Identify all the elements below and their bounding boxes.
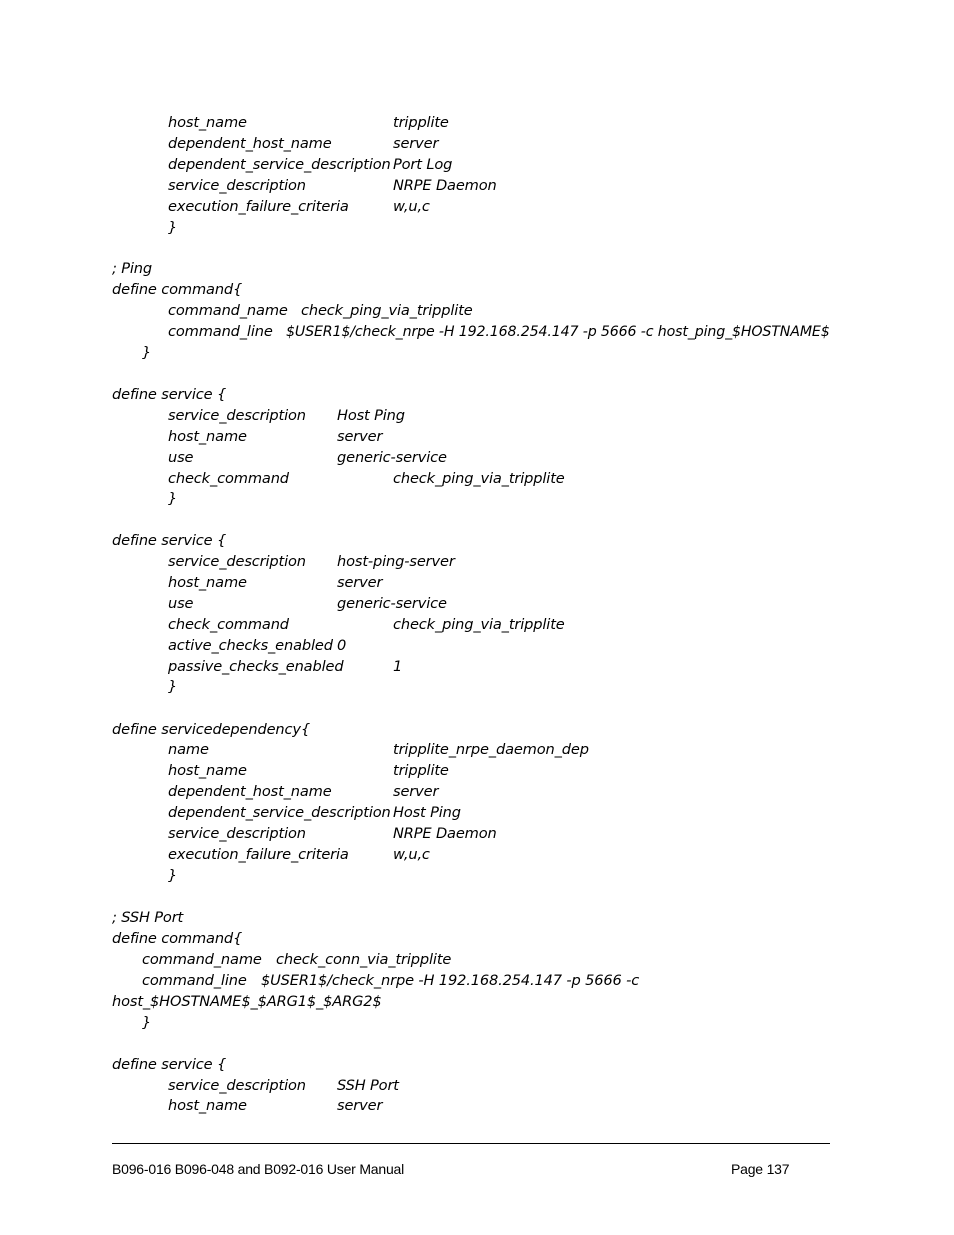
config-key: execution_failure_criteria — [168, 198, 349, 215]
config-key: host_name — [168, 428, 247, 445]
config-key: service_description — [168, 407, 306, 424]
config-value: $USER1$/check_nrpe -H 192.168.254.147 -p 5666 -c host_ping_$HOSTNAME$ — [286, 324, 830, 340]
config-value: Host Ping — [393, 804, 461, 821]
config-value: NRPE Daemon — [393, 177, 497, 194]
config-key: host_name — [168, 574, 247, 591]
section-comment: ; SSH Port — [112, 909, 184, 926]
config-value: check_conn_via_tripplite — [276, 951, 452, 968]
config-key: service_description — [168, 177, 306, 194]
config-value: w,u,c — [393, 198, 430, 215]
config-value: 0 — [337, 637, 347, 654]
config-value: host-ping-server — [337, 553, 455, 570]
config-value: tripplite_nrpe_daemon_dep — [393, 741, 589, 758]
footer-page-number: Page 137 — [731, 1161, 790, 1177]
config-key: use — [168, 449, 194, 466]
config-value: generic-service — [337, 595, 447, 612]
define-statement: define service { — [112, 532, 227, 549]
closing-brace: } — [168, 678, 178, 695]
closing-brace: } — [168, 867, 178, 884]
config-key: active_checks_enabled — [168, 637, 333, 654]
config-key: service_description — [168, 553, 306, 570]
config-key: dependent_service_description — [168, 156, 391, 173]
config-value: check_ping_via_tripplite — [301, 302, 473, 319]
closing-brace: } — [142, 344, 152, 361]
config-key: passive_checks_enabled — [168, 658, 344, 675]
config-value: server — [337, 574, 383, 591]
config-key: dependent_host_name — [168, 783, 332, 800]
define-statement: define command{ — [112, 281, 243, 298]
config-key: check_command — [168, 616, 289, 633]
footer-divider — [112, 1143, 830, 1144]
config-value-continuation: host_$HOSTNAME$_$ARG1$_$ARG2$ — [112, 993, 382, 1010]
config-value: generic-service — [337, 449, 447, 466]
config-key: execution_failure_criteria — [168, 846, 349, 863]
define-statement: define servicedependency{ — [112, 721, 310, 738]
config-value: Port Log — [393, 156, 453, 173]
config-key: service_description — [168, 1077, 306, 1094]
config-key: command_line — [168, 323, 273, 340]
config-key: service_description — [168, 825, 306, 842]
config-value: SSH Port — [337, 1077, 399, 1094]
closing-brace: } — [142, 1014, 152, 1031]
config-value: NRPE Daemon — [393, 825, 497, 842]
config-key: name — [168, 741, 209, 758]
define-statement: define command{ — [112, 930, 243, 947]
config-key: command_name — [168, 302, 288, 319]
config-value: tripplite — [393, 762, 449, 779]
config-key: dependent_service_description — [168, 804, 391, 821]
config-value: Host Ping — [337, 407, 405, 424]
config-value: server — [337, 428, 383, 445]
config-value: server — [393, 783, 439, 800]
config-key: host_name — [168, 114, 247, 131]
section-comment: ; Ping — [112, 260, 153, 277]
config-key: dependent_host_name — [168, 135, 332, 152]
config-key: host_name — [168, 1097, 247, 1114]
closing-brace: } — [168, 490, 178, 507]
config-key: check_command — [168, 470, 289, 487]
config-key: command_name — [142, 951, 262, 968]
footer-manual-title: B096-016 B096-048 and B092-016 User Manual — [112, 1161, 405, 1177]
config-key: host_name — [168, 762, 247, 779]
config-value: w,u,c — [393, 846, 430, 863]
define-statement: define service { — [112, 386, 227, 403]
config-key: command_line — [142, 972, 247, 989]
define-statement: define service { — [112, 1056, 227, 1073]
config-value: 1 — [393, 658, 403, 675]
config-key: use — [168, 595, 194, 612]
config-value: check_ping_via_tripplite — [393, 470, 565, 487]
closing-brace: } — [168, 219, 178, 236]
config-value: server — [337, 1097, 383, 1114]
config-value: tripplite — [393, 114, 449, 131]
config-value: server — [393, 135, 439, 152]
config-value: check_ping_via_tripplite — [393, 616, 565, 633]
config-value: $USER1$/check_nrpe -H 192.168.254.147 -p 5666 -c — [261, 972, 640, 989]
